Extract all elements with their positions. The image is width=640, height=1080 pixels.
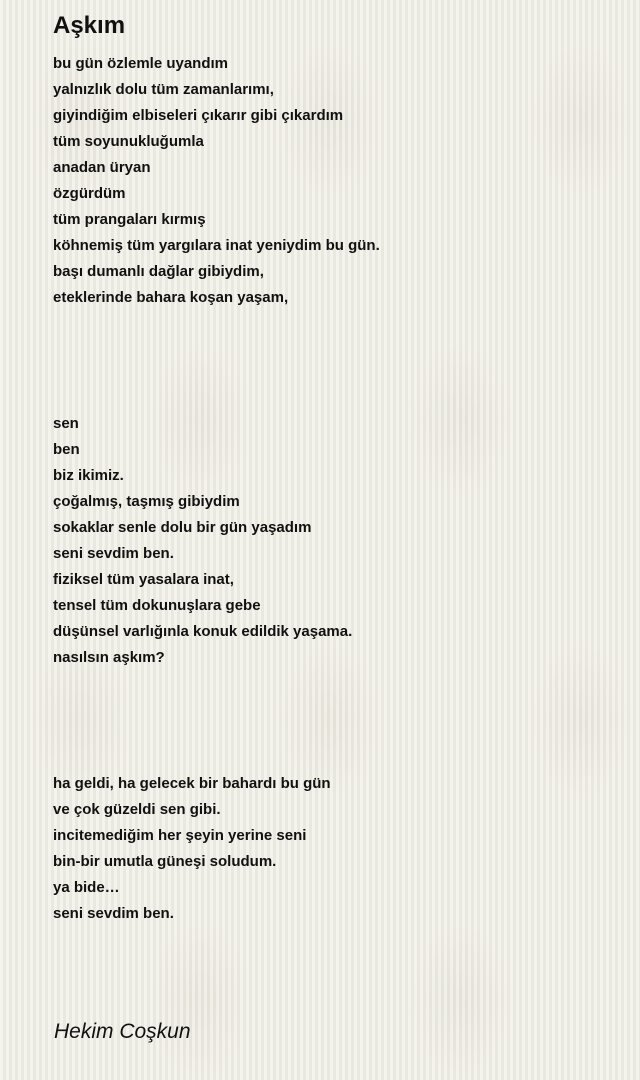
poem-line: anadan üryan — [53, 159, 151, 176]
poem-line: seni sevdim ben. — [53, 905, 174, 922]
poem-line: bu gün özlemle uyandım — [53, 55, 229, 72]
poem-line: tüm prangaları kırmış — [53, 211, 206, 228]
stanza-2 — [53, 411, 613, 671]
poem-line: eteklerinde bahara koşan yaşam, — [53, 289, 289, 306]
poem-line: çoğalmış, taşmış gibiydim — [53, 493, 240, 510]
poem-line: yalnızlık dolu tüm zamanlarımı, — [53, 81, 274, 98]
poem-line: sen — [53, 415, 79, 432]
poem-line: fiziksel tüm yasalara inat, — [53, 571, 234, 588]
poem-line: özgürdüm — [53, 185, 126, 202]
poem-line: tüm soyunukluğumla — [53, 133, 204, 150]
poem-line: seni sevdim ben. — [53, 545, 174, 562]
poem-line: başı dumanlı dağlar gibiydim, — [53, 263, 264, 280]
poem-line: incitemediğim her şeyin yerine seni — [53, 827, 307, 844]
poem-line: sokaklar senle dolu bir gün yaşadım — [53, 519, 312, 536]
poem-line: ve çok güzeldi sen gibi. — [53, 801, 221, 818]
poem-title: Aşkım — [53, 12, 126, 39]
poem-line: bin-bir umutla güneşi soludum. — [53, 853, 277, 870]
poem-line: giyindiğim elbiseleri çıkarır gibi çıkardım — [53, 107, 344, 124]
poem-line: nasılsın aşkım? — [53, 649, 165, 666]
poem-line: ha geldi, ha gelecek bir bahardı bu gün — [53, 775, 331, 792]
stanza-3 — [53, 771, 613, 927]
poem-body — [53, 51, 613, 927]
poem-author: Hekim Coşkun — [54, 1020, 191, 1043]
poem-line: biz ikimiz. — [53, 467, 124, 484]
poem-line: köhnemiş tüm yargılara inat yeniydim bu gün. — [53, 237, 380, 254]
poem-line: ya bide… — [53, 879, 120, 896]
stanza-1 — [53, 51, 613, 311]
poem-line: ben — [53, 441, 80, 458]
poem-line: düşünsel varlığınla konuk edildik yaşama. — [53, 623, 353, 640]
poem-line: tensel tüm dokunuşlara gebe — [53, 597, 261, 614]
